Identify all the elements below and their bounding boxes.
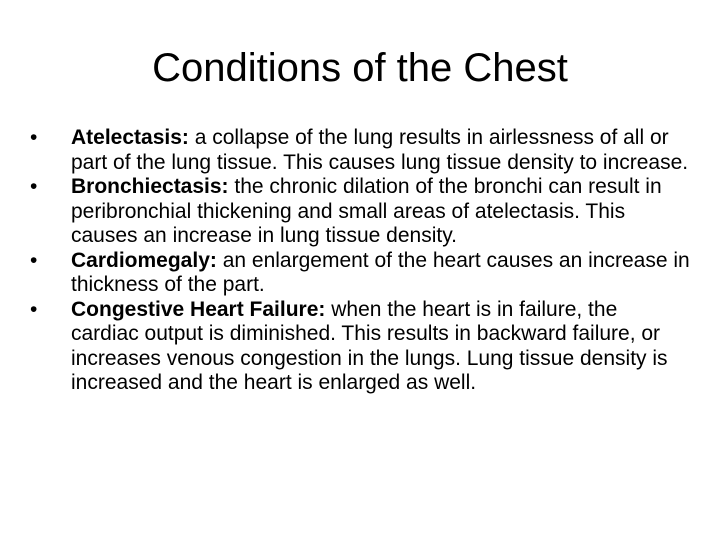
bullet-dot-icon: • [30,175,38,198]
bullet-term: Congestive Heart Failure: [71,297,326,321]
bullet-item-bronchiectasis [30,175,690,249]
bullet-item-atelectasis [30,126,690,175]
bullet-text: an enlargement of the heart causes an increase in thickness of the part. [71,248,690,296]
bullet-text: a collapse of the lung results in airlessness of all or part of the lung tissue. This causes lung tissue density to increase. [71,126,689,174]
slide-title: Conditions of the Chest [152,46,568,90]
bullet-item-congestive-heart-failure [30,298,690,396]
bullet-term: Atelectasis: [71,126,189,149]
bullet-text: when the heart is in failure, the cardiac output is diminished. This results in backward failure, or increases venous congestion in the lungs. Lung tissue density is increased and the heart is enlarged as well. [71,297,668,394]
bullet-item-cardiomegaly [30,249,690,298]
bullet-list [30,126,690,396]
bullet-dot-icon: • [30,248,38,272]
bullet-text: the chronic dilation of the bronchi can result in peribronchial thickening and small areas of atelectasis. This causes an increase in lung tissue density. [71,175,662,247]
bullet-term: Bronchiectasis: [71,175,229,198]
bullet-term: Cardiomegaly: [71,248,217,272]
bullet-dot-icon: • [30,297,38,321]
bullet-dot-icon: • [30,126,38,149]
